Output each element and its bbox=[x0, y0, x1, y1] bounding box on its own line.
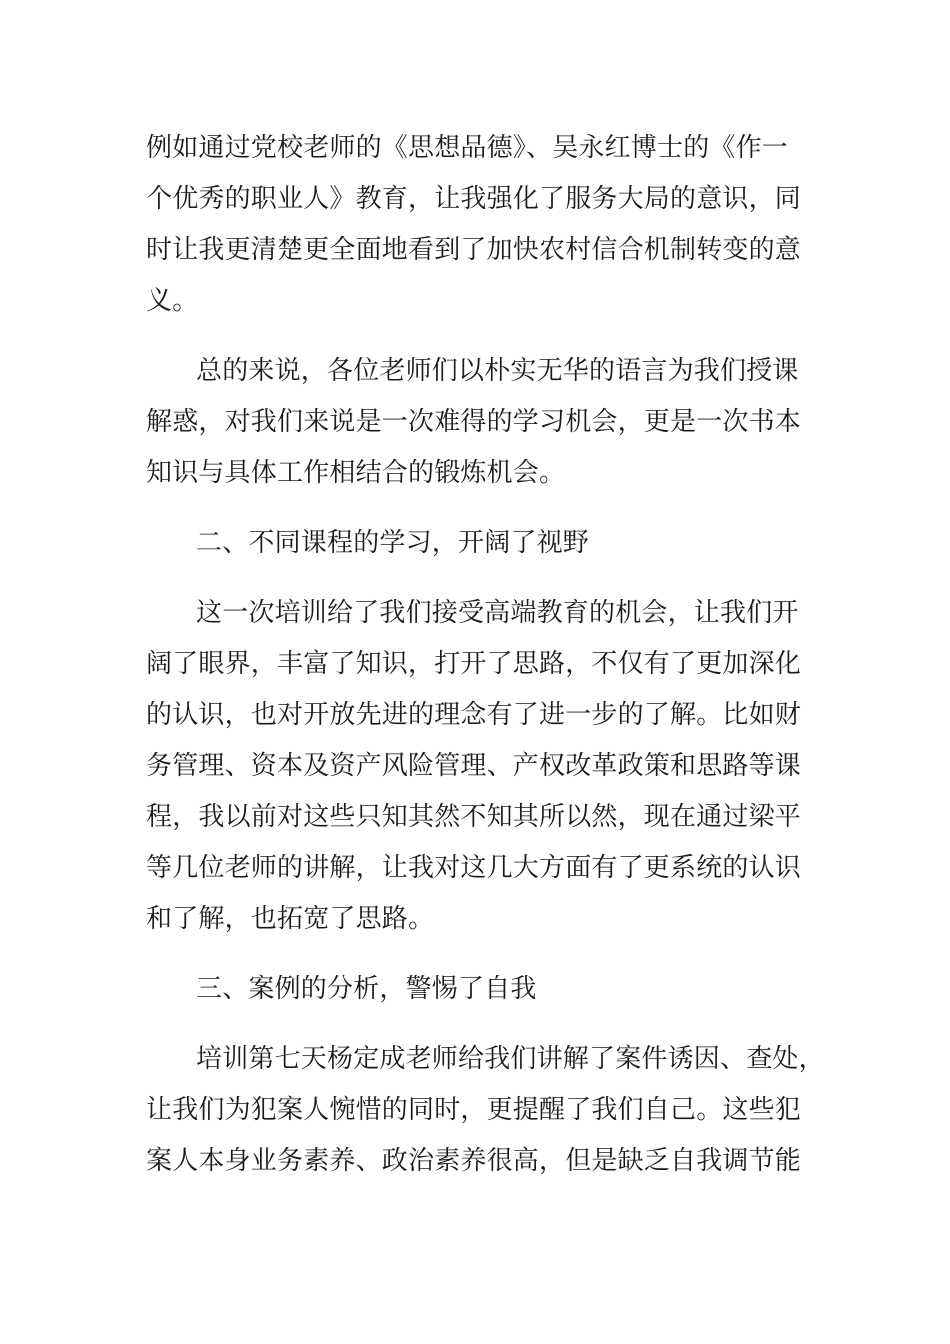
paragraph-line: 时让我更清楚更全面地看到了加快农村信合机制转变的意 bbox=[146, 235, 802, 265]
paragraph-line: 案人本身业务素养、政治素养很高，但是缺乏自我调节能 bbox=[146, 1146, 802, 1176]
paragraph-line: 这一次培训给了我们接受高端教育的机会，让我们开 bbox=[196, 598, 799, 628]
paragraph-line: 程，我以前对这些只知其然不知其所以然，现在通过梁平 bbox=[146, 802, 802, 832]
paragraph-line: 知识与具体工作相结合的锻炼机会。 bbox=[146, 458, 566, 488]
section-heading: 二、不同课程的学习，开阔了视野 bbox=[196, 528, 590, 558]
paragraph-line: 务管理、资本及资产风险管理、产权改革政策和思路等课 bbox=[146, 751, 802, 781]
paragraph-line: 阔了眼界，丰富了知识，打开了思路，不仅有了更加深化 bbox=[146, 649, 802, 679]
paragraph-line: 个优秀的职业人》教育，让我强化了服务大局的意识，同 bbox=[146, 184, 802, 214]
paragraph-line: 解惑，对我们来说是一次难得的学习机会，更是一次书本 bbox=[146, 407, 802, 437]
paragraph-line: 的认识，也对开放先进的理念有了进一步的了解。比如财 bbox=[146, 700, 802, 730]
paragraph-line: 让我们为犯案人惋惜的同时，更提醒了我们自己。这些犯 bbox=[146, 1095, 802, 1125]
paragraph-line: 义。 bbox=[146, 286, 199, 316]
paragraph-line: 和了解，也拓宽了思路。 bbox=[146, 904, 435, 934]
paragraph-line: 等几位老师的讲解，让我对这几大方面有了更系统的认识 bbox=[146, 853, 802, 883]
paragraph-line: 培训第七天杨定成老师给我们讲解了案件诱因、查处， bbox=[196, 1044, 825, 1074]
paragraph-line: 总的来说，各位老师们以朴实无华的语言为我们授课 bbox=[196, 356, 799, 386]
section-heading: 三、案例的分析，警惕了自我 bbox=[196, 974, 537, 1004]
paragraph-line: 例如通过党校老师的《思想品德》、吴永红博士的《作一 bbox=[146, 133, 789, 163]
